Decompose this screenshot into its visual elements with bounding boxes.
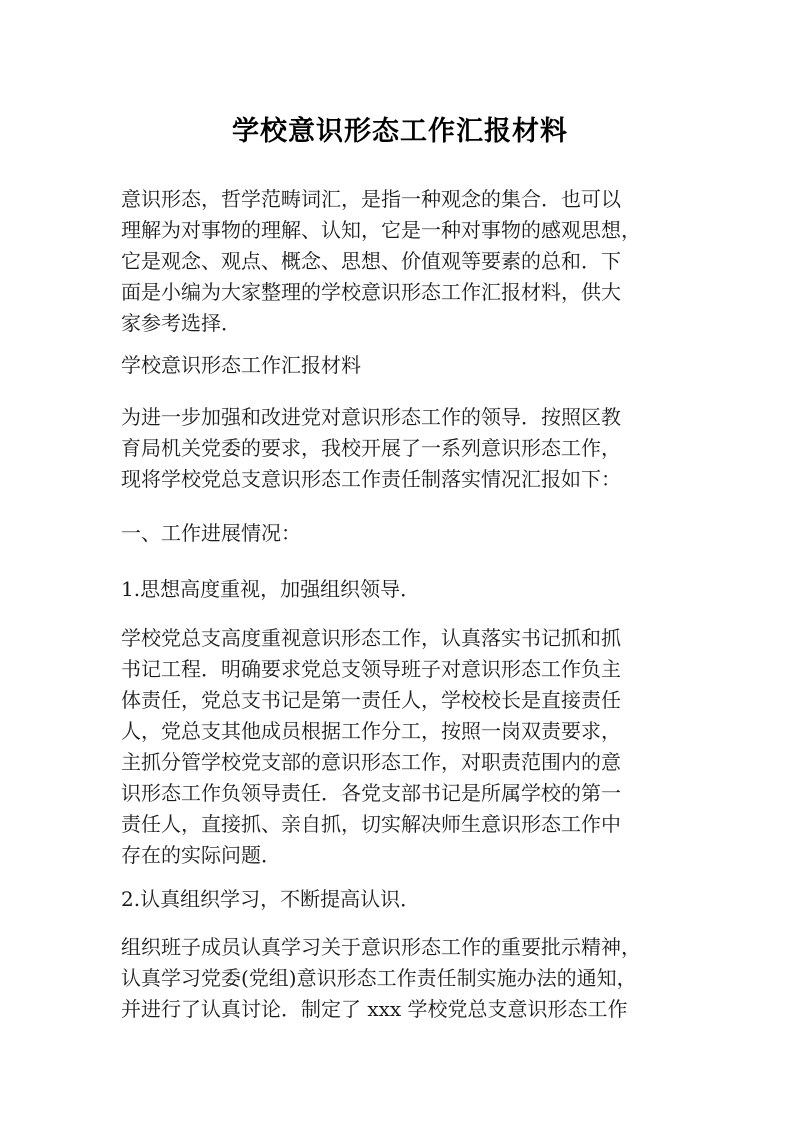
item-two-line-3: 并进行了认真讨论．制定了 xxx 学校党总支意识形态工作 — [121, 997, 628, 1021]
item-one-heading-line: 1.思想高度重视，加强组织领导． — [121, 577, 421, 601]
section-heading-paragraph — [121, 350, 681, 381]
item-one-line-7: 责任人，直接抓、亲自抓，切实解决师生意识形态工作中 — [121, 812, 621, 836]
item-one-paragraph — [121, 623, 681, 871]
item-one-line-5: 主抓分管学校党支部的意识形态工作，对职责范围内的意 — [121, 750, 621, 774]
item-one-line-6: 识形态工作负领导责任．各党支部书记是所属学校的第一 — [121, 781, 621, 805]
preface-paragraph — [121, 402, 681, 495]
intro-line-3: 它是观念、观点、概念、思想、价值观等要素的总和．下 — [121, 249, 621, 273]
intro-line-5: 家参考选择． — [121, 311, 241, 335]
preface-line-3: 现将学校党总支意识形态工作责任制落实情况汇报如下： — [121, 467, 621, 491]
part-one-heading — [121, 518, 681, 549]
item-one-line-8: 存在的实际问题． — [121, 843, 281, 867]
item-two-line-2: 认真学习党委(党组)意识形态工作责任制实施办法的通知， — [121, 966, 637, 990]
item-one-line-4: 人，党总支其他成员根据工作分工，按照一岗双责要求， — [121, 719, 621, 743]
preface-line-2: 育局机关党委的要求，我校开展了一系列意识形态工作， — [121, 436, 621, 460]
item-one-line-1: 学校党总支高度重视意识形态工作，认真落实书记抓和抓 — [121, 626, 621, 650]
part-one-heading-line: 一、工作进展情况： — [121, 521, 301, 545]
item-two-heading-line: 2.认真组织学习，不断提高认识． — [121, 887, 421, 911]
section-heading-line: 学校意识形态工作汇报材料 — [121, 353, 361, 377]
item-one-heading — [121, 574, 681, 605]
item-two-paragraph — [121, 932, 681, 1025]
item-one-line-3: 体责任，党总支书记是第一责任人，学校校长是直接责任 — [121, 688, 621, 712]
intro-line-1: 意识形态，哲学范畴词汇，是指一种观念的集合．也可以 — [121, 187, 621, 211]
document-title: 学校意识形态工作汇报材料 — [232, 116, 568, 147]
item-two-heading — [121, 884, 681, 915]
item-two-line-1: 组织班子成员认真学习关于意识形态工作的重要批示精神， — [121, 935, 641, 959]
item-one-line-2: 书记工程．明确要求党总支领导班子对意识形态工作负主 — [121, 657, 621, 681]
intro-line-2: 理解为对事物的理解、认知，它是一种对事物的感观思想， — [121, 218, 641, 242]
intro-paragraph — [121, 184, 681, 339]
preface-line-1: 为进一步加强和改进党对意识形态工作的领导．按照区教 — [121, 405, 621, 429]
intro-line-4: 面是小编为大家整理的学校意识形态工作汇报材料，供大 — [121, 280, 621, 304]
